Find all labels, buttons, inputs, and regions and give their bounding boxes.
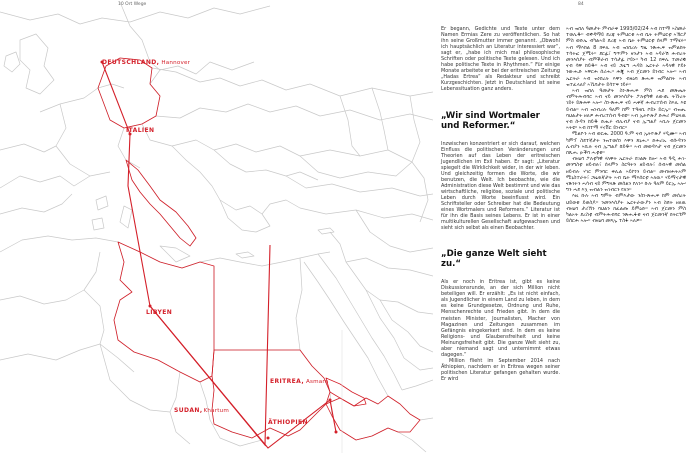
route-segment-ethiopia (150, 306, 336, 448)
paragraph-4: Million flieht im September 2014 nach Äthiopien, nachdem er in Eritrea wegen seiner politischen Literatur gefangen gehalten wurde. Er wird (441, 357, 560, 382)
label-sudan: SUDAN,Khartum (174, 407, 230, 414)
tigrinya-paragraph-1: ኣብ ዝበለ ዓመታት ምብራቅ 1993/02/24 ኣብ ከተማ ኣስመራ ተወሊዱ። ብቐዳማይ ደረጃ ትምህርቱ ኣብ ቤት ትምህርቲ ኣኽርያ ምስ ወድኤ ብካልኣይ ደረጃ ኣብ ቤት ትምህርቲ ሰላም ተማሂሩ። ኣብ ማእከል 8 ክፍሊ ኣብ ዝነበረሉ ግዜ ንጽሑፍ ዝምልከት ተሳትፎ ጀሚሩ። ደርፊ፣ ግጥምን ዛንታን ኣብ ኣዳራሽ ሕብረት መንእሰያት ብምቕራብ ተሳታፊ ኮይኑ። ካብ 12 ክፍሊ ተመሪቑ ናብ ሳዋ ከይዱ። ኣብ ናይ ጋዜጣ ሓዳስ ኤርትራ ኣዳላዊ ኮይኑ ንውሑድ ኣዋርሕ ሰሪሑ። ሕጂ ኣብ ጀርመን ይነብር ኣሎ። ኣብ ኤርትራ ኣብ ዝነበረሉ እዋን ብዛዕባ ጽሑፍ ዝምልከት ኣብ ዝተፈላለያ ኣኼባታት ይሳተፍ ነይሩ። (566, 26, 686, 88)
ethiopia-outline (326, 396, 420, 440)
marker-ethiopia (335, 431, 338, 434)
marker-khartum (267, 437, 270, 440)
paragraph-2: Inzwischen konzentriert er sich darauf, welchen Einfluss die politischen Veränderungen und Theorien auf das Leben der eritreischen Jugendlichen im Exil haben. Er sagt: „Literatur spiegelt die Wirklichkeit wider, in der wir leben. Und gleichzeitig formen die Worte, die wir benutzen, die Welt. Ich beobachte, wie die Administration diese Welt bestimmt und wie das wirtschaftliche, religiöse, soziale und politische Leben durch Worte beeinflusst wird. Ein Schriftsteller oder Schreiber hat die Bedeutung eines Wortmalers und Reformers.“ Literatur ist für ihn die Basis seines Lebens. Er ist in einer multikulturellen Gesellschaft aufgewachsen und sieht sich selbst als einen Beobachter. (441, 140, 560, 232)
label-aethiopien: ÄTHIOPIEN (268, 419, 308, 426)
tigrinya-paragraph-2: ኣብ ዝበለ ዓመታት ስነ-ጽሑፍ ምስ ሓደ መጽሔት ብምትሕብባር ኣብ ናይ መንእሰያት ፖለቲካዊ ለውጢ ትኹረት ገይሩ ይጽሕፍ ኣሎ። ስነ-ጽሑፍ ናይ ሓቀኛ ሕብረተሰብ ስእሊ እዩ ይብል። ኣብ ዝነብረሉ ዓለም ከም ተዓዛቢ ኮይኑ ይርኢ። ብዝሒ ባህልታት ዘለዎ ሕብረተሰብ ዓብዩ። ኣብ ኢትዮጵያ ድሕሪ ምህላዉ ናብ ሱዳን ከይዱ ድሒሩ ብሊብያ ናብ ኢጣልያ ኣቢሉ ጀርመን ኣትዩ። ኣብ ከተማ ሃኖቨር ይነብር። (566, 88, 686, 132)
country-borders (0, 2, 433, 452)
marker-libya (149, 305, 152, 308)
paragraph-3: Als er noch in Eritrea ist, gibt es keine Diskussionsrunde, an der sich Million nicht beteiligen will. Er erzählt: „Es ist nicht einfach, als Jugendlicher in einem Land zu leben, in dem es keine Grundgesetze, Ordnung und Ruhe, Menschenrechte und Frieden gibt. In dem die meisten Minister, Journalisten, Macher von Magazinen und Zeitungen zusammen im Gefängnis eingekerkert sind. In dem es keine Religions- und Glaubensfreiheit und keine Meinungsfreiheit gibt. Die ganze Welt sieht zu, aber niemand sagt und unternimmt etwas dagegen.“ (441, 279, 560, 358)
article-column-tigrinya (566, 26, 686, 225)
marker-asmara (329, 399, 332, 402)
pull-quote-1: „Wir sind Wortmaler und Reformer.“ (441, 110, 540, 131)
germany-outline (98, 58, 160, 128)
highlighted-countries (98, 58, 420, 440)
page-number-left: 10 Ort Wege (118, 2, 147, 7)
label-eritrea: ERITREA, Asmara (270, 378, 329, 385)
article-column-german (441, 26, 560, 382)
label-deutschland: DEUTSCHLAND, Hannover (102, 59, 191, 66)
page-number-right: 84 (578, 2, 584, 7)
label-italien: ITALIEN (126, 127, 155, 134)
intro-paragraph: Er begann, Gedichte und Texte unter dem Namen Ermias Zere zu veröffentlichen. So hat ihn seine Großmutter immer genannt. „Obwohl ich hauptsächlich an Literatur interessiert war“, sagt er, „habe ich mich mal philosophische Schriften oder politische Texte gelesen. Und ich habe politische Texte in Rhythmen.“ Für einige Monate arbeitete er bei der eritreischen Zeitung „Hadas Ertrea“ als Redakteur und schreibt Kurzgeschichten. Jetzt in Deutschland ist seine Lebenssituation ganz anders. (441, 26, 560, 93)
label-libyen: LIBYEN (146, 309, 173, 316)
tigrinya-paragraph-5: እዚ ኩሉ ኣብ ግምት ብምእታው ንስነ-ጽሑፍ ከም መሰረት ህይወቱ ይወስዶ። ንመንእሰያት ኤርትራውያን ኣብ ስደት ዘለዉ ብዛዕባ ታሪኽን ባህልን ክፈልጡ ይምዕድ። ኣብ ጀርመን ምስ ካልኦት ደረስቲ ብምትሕብባር ንጽሑፋቱ ናብ ጀርመንኛ ክትርጎም ይሰርሕ ኣሎ። ብዛዕባ መጻኢ ተስፋ ኣለዎ። (566, 193, 686, 225)
tigrinya-paragraph-4: ብዛዕባ ፖለቲካዊ ሃለዋት ኤርትራ ክገልጽ ከሎ፡ ኣብ ዓዲ ሕገ-መንግስቲ ዘይብሉ፣ ሰላምን ስርዓትን ዘይብሉ፣ ሰብኣዊ መሰል ዘይብሉ ሃገር ምንባር ቀሊል ኣይኮነን ይብል። መብዛሕትኦም ሚኒስተራት፣ ጋዜጠኛታት ኣብ ቤት ማእሰርቲ ኣለዉ። ሃይማኖታዊ ናጽነትን ሓሳብ ናይ ምግላጽ መሰልን የለን። ኩሉ ዓለም ይርኢ ኣሎ፡ ግን ሓደ እኳ ዝብልን ዝገብርን የለን። (566, 156, 686, 194)
tigrinya-paragraph-3: ሚልዮን ኣብ ወርሒ 2000 ዓ.ም ናብ ኢትዮጵያ ሃዲሙ። ኣብ ካምፕ ስደተኛታት ንዝተወሰነ እዋን ጸኒሑ። ድሕሪኡ ብሱዳንን ሊብያን ኣቢሉ ናብ ኢጣልያ ከይዱ። ኣብ መወዳእታ ናብ ጀርመን በጺሑ ዑቕባ ሓቲቱ። (566, 131, 686, 157)
pull-quote-2: „Die ganze Welt sieht zu.“ (441, 249, 547, 270)
